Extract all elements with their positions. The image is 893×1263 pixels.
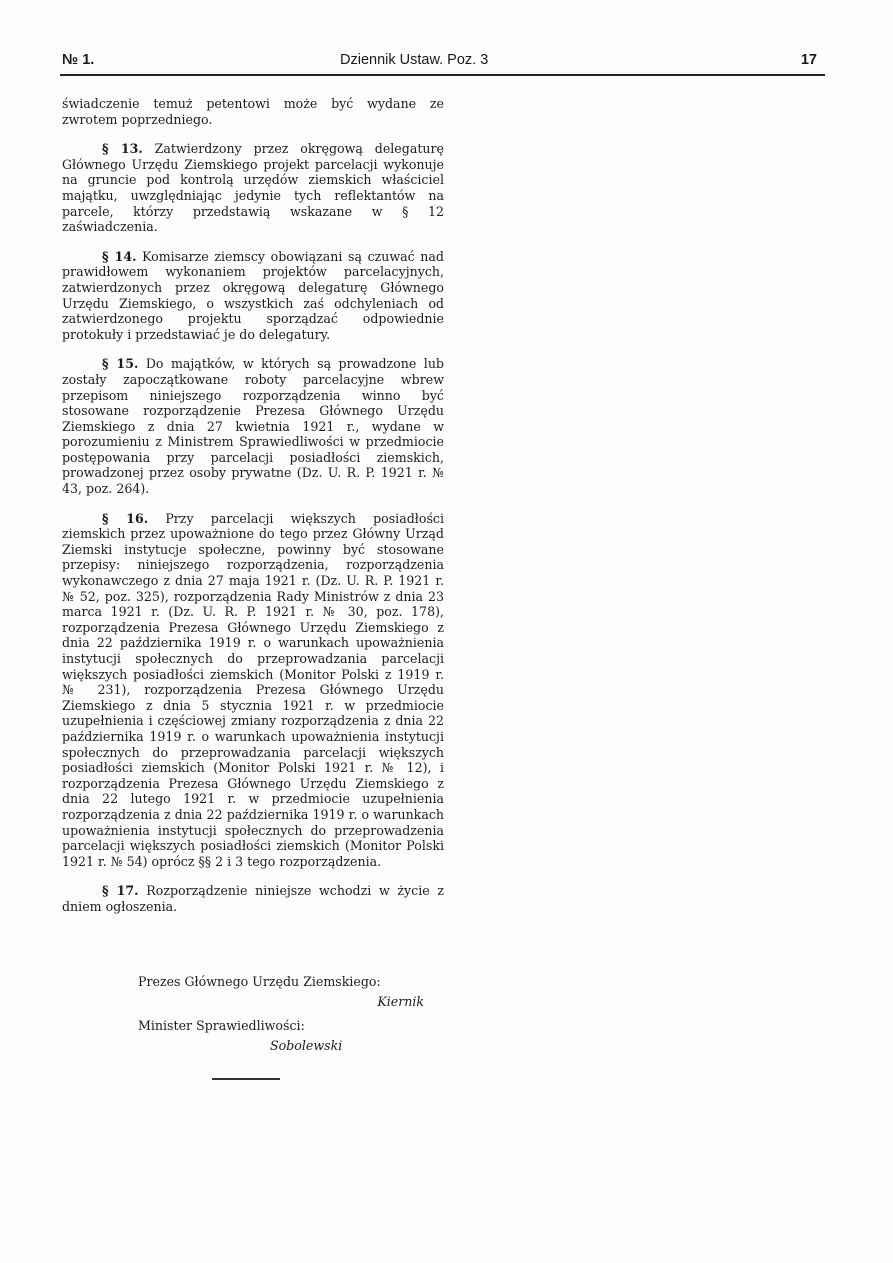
- section-14: [62, 249, 444, 343]
- header-rule: [60, 74, 825, 76]
- signatory-name-minister: Sobolewski: [270, 1038, 343, 1053]
- publication-title: Dziennik Ustaw. Poz. 3: [340, 52, 489, 68]
- issue-number: № 1.: [62, 52, 95, 68]
- signatory-name-president: Kiernik: [377, 994, 424, 1009]
- page-header: [60, 52, 825, 74]
- section-15: [62, 356, 444, 496]
- end-rule: [212, 1078, 280, 1080]
- section-number: § 17.: [102, 883, 139, 899]
- section-text: Komisarze ziemscy obowiązani są czuwać nad prawidłowem wykonaniem projektów parcelacyjnych, zatwierdzonych przez okręgową delegaturę Głównego Urzędu Ziemskiego, o wszystkich zaś odchyleniach od zatwierdzonego projektu sporządzać odpowiednie protokuły i przedstawiać je do delegatury.: [62, 248, 444, 342]
- section-number: § 15.: [102, 356, 139, 372]
- section-text: Do majątków, w których są prowadzone lub zostały zapoczątkowane roboty parcelacyjne wbrew przepisom niniejszego rozporządzenia winno być stosowane rozporządzenie Prezesa Głównego Urzędu Ziemskiego z dnia 27 kwietnia 1921 r., wydane w porozumieniu z Ministrem Sprawiedliwości w przedmiocie postępowania przy parcelacji posiadłości ziemskich, prowadzonej przez osoby prywatne (Dz. U. R. P. 1921 r. № 43, poz. 264).: [62, 356, 444, 497]
- section-text: Rozporządzenie niniejsze wchodzi w życie z dniem ogłoszenia.: [62, 883, 444, 914]
- signatory-title-minister: Minister Sprawiedliwości:: [138, 1018, 305, 1033]
- section-16: [62, 511, 444, 870]
- signatory-title-president: Prezes Głównego Urzędu Ziemskiego:: [138, 974, 381, 989]
- text-column: [62, 96, 444, 929]
- section-17: [62, 883, 444, 914]
- section-text: Zatwierdzony przez okręgową delegaturę Głównego Urzędu Ziemskiego projekt parcelacji wykonuje na gruncie pod kontrolą urzędów ziemskich właściciel majątku, uwzględniając jedynie tych reflektantów na parcele, którzy przedstawią wskazane w § 12 zaświadczenia.: [62, 141, 444, 235]
- paragraph-text: świadczenie temuż petentowi może być wydane ze zwrotem poprzedniego.: [62, 96, 444, 127]
- page-number: 17: [800, 52, 817, 68]
- section-number: § 16.: [102, 510, 149, 526]
- section-number: § 13.: [102, 141, 143, 157]
- section-number: § 14.: [102, 248, 137, 264]
- section-13: [62, 141, 444, 235]
- paragraph-continuation: [62, 96, 444, 127]
- section-text: Przy parcelacji większych posiadłości ziemskich przez upoważnione do tego przez Główny Urząd Ziemski instytucje społeczne, powinny być stosowane przepisy: niniejszego rozporządzenia, rozporządzenia wykonawczego z dnia 27 maja 1921 r. (Dz. U. R. P. 1921 r. № 52, poz. 325), rozporządzenia Rady Ministrów z dnia 23 marca 1921 r. (Dz. U. R. P. 1921 r. № 30, poz. 178), rozporządzenia Prezesa Głównego Urzędu Ziemskiego z dnia 22 października 1919 r. o warunkach upoważnienia instytucji społecznych do przeprowadzania parcelacji większych posiadłości ziemskich (Monitor Polski z 1919 r. № 231), rozporządzenia Prezesa Głównego Urzędu Ziemskiego z dnia 5 stycznia 1921 r. w przedmiocie uzupełnienia i częściowej zmiany rozporządzenia z dnia 22 października 1919 r. o warunkach upoważnienia instytucji społecznych do przeprowadzania parcelacji większych posiadłości ziemskich (Monitor Polski 1921 r. № 12), i rozporządzenia Prezesa Głównego Urzędu Ziemskiego z dnia 22 lutego 1921 r. w przedmiocie uzupełnienia rozporządzenia z dnia 22 października 1919 r. o warunkach upoważnienia instytucji społecznych do przeprowadzenia parcelacji większych posiadłości ziemskich (Monitor Polski 1921 r. № 54) oprócz §§ 2 i 3 tego rozporządzenia.: [62, 510, 444, 869]
